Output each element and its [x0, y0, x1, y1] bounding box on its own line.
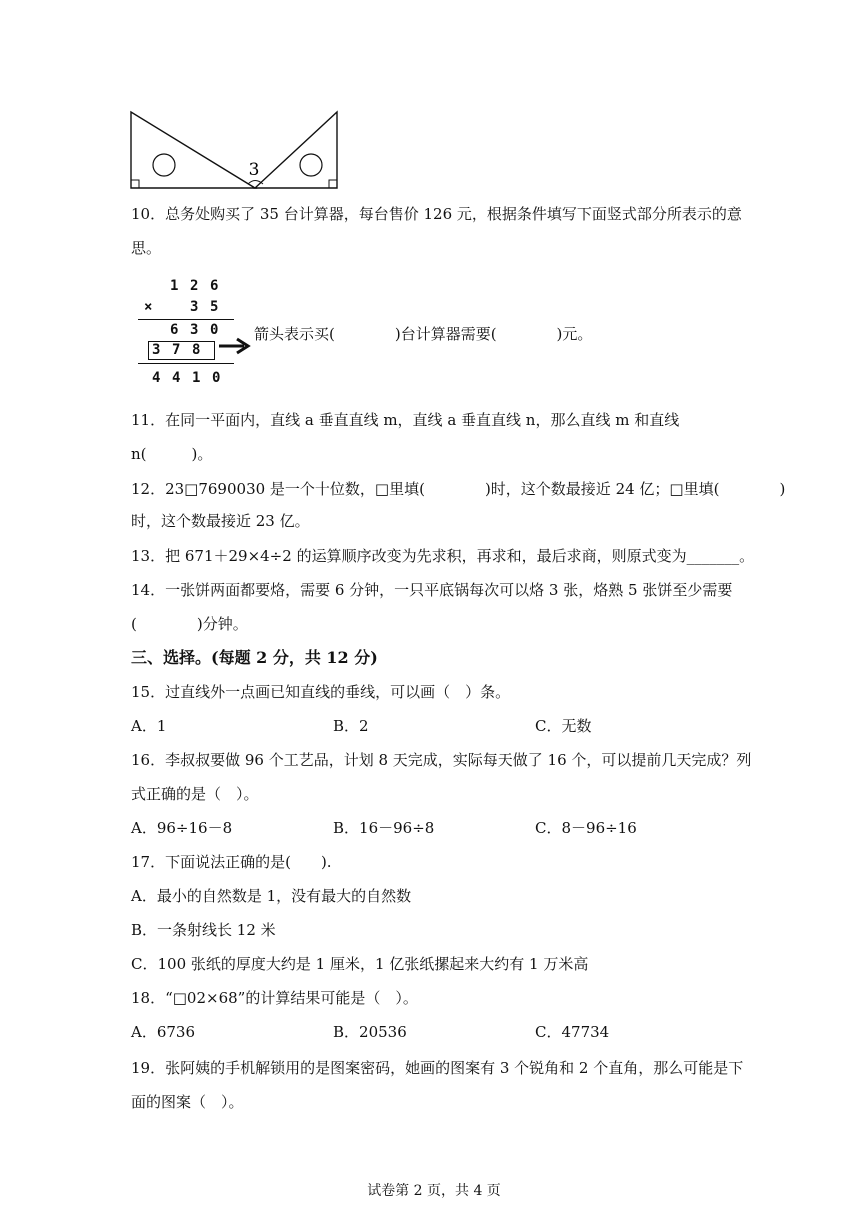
q18-option-a: A．6736: [131, 1023, 196, 1041]
calc-digit: 2: [190, 278, 199, 294]
q17-stem: 17．下面说法正确的是( ).: [131, 853, 332, 871]
q11-line1: 11．在同一平面内，直线 a 垂直直线 m，直线 a 垂直直线 n，那么直线 m 和直线: [131, 411, 680, 429]
q14-line1: 14．一张饼两面都要烙，需要 6 分钟，一只平底锅每次可以烙 3 张，烙熟 5 张饼至少需要: [131, 581, 733, 599]
q18-stem: 18．“□02×68”的计算结果可能是（ ）。: [131, 989, 418, 1007]
q13-line1: 13．把 671＋29×4÷2 的运算顺序改变为先求积，再求和，最后求商，则原式变为_______。: [131, 547, 755, 565]
q16-option-a: A．96÷16－8: [131, 819, 233, 837]
calc-digit: 0: [210, 322, 219, 338]
calc-digit: 3: [190, 299, 199, 315]
q16-option-c: C．8－96÷16: [535, 819, 637, 837]
q15-option-c: C．无数: [535, 717, 592, 735]
section-title: 三、选择。(每题 2 分，共 12 分): [131, 648, 378, 667]
multiply-sign: ×: [144, 299, 153, 315]
q17-option-b: B．一条射线长 12 米: [131, 921, 276, 939]
q15-option-a: A．1: [131, 717, 167, 735]
arrow-icon: [218, 337, 252, 355]
q17-option-c: C．100 张纸的厚度大约是 1 厘米，1 亿张纸摞起来大约有 1 万米高: [131, 955, 589, 973]
q16-line1: 16．李叔叔要做 96 个工艺品，计划 8 天完成，实际每天做了 16 个，可以提前几天完成？列: [131, 751, 752, 769]
calc-digit: 0: [212, 370, 221, 386]
calc-digit: 4: [172, 370, 181, 386]
set-squares-figure: [125, 108, 345, 193]
q16-line2: 式正确的是（ ）。: [131, 785, 259, 803]
q12-line2: 时，这个数最接近 23 亿。: [131, 512, 310, 530]
q15-option-b: B．2: [333, 717, 369, 735]
q10-line1: 10．总务处购买了 35 台计算器，每台售价 126 元，根据条件填写下面竖式部分所表示的意: [131, 205, 742, 223]
calc-digit: 3: [152, 342, 161, 358]
calc-digit: 8: [192, 342, 201, 358]
q18-option-c: C．47734: [535, 1023, 610, 1041]
q14-line2: ( )分钟。: [131, 615, 248, 633]
q12-line1: 12．23□7690030 是一个十位数，□里填( )时，这个数最接近 24 亿；□里填( ): [131, 480, 786, 498]
calc-digit: 6: [210, 278, 219, 294]
calc-digit: 1: [170, 278, 179, 294]
q19-line2: 面的图案（ ）。: [131, 1093, 244, 1111]
calc-rule-2: [138, 363, 234, 364]
angle-label: 3: [248, 160, 260, 180]
calc-digit: 1: [192, 370, 201, 386]
page-footer: 试卷第 2 页，共 4 页: [367, 1183, 501, 1199]
vertical-multiplication: [130, 278, 240, 388]
q11-line2: n( )。: [131, 445, 213, 463]
calc-rule-1: [138, 319, 234, 320]
calc-digit: 5: [210, 299, 219, 315]
q16-option-b: B．16－96÷8: [333, 819, 435, 837]
q10-line2: 思。: [131, 239, 162, 257]
calc-digit: 3: [190, 322, 199, 338]
q18-option-b: B．20536: [333, 1023, 407, 1041]
q17-option-a: A．最小的自然数是 1，没有最大的自然数: [131, 887, 412, 905]
q19-line1: 19．张阿姨的手机解锁用的是图案密码，她画的图案有 3 个锐角和 2 个直角，那么可能是下: [131, 1059, 744, 1077]
q15-stem: 15．过直线外一点画已知直线的垂线，可以画（ ）条。: [131, 683, 511, 701]
q10-arrow-text: 箭头表示买( )台计算器需要( )元。: [254, 325, 593, 343]
calc-digit: 4: [152, 370, 161, 386]
calc-digit: 6: [170, 322, 179, 338]
calc-digit: 7: [172, 342, 181, 358]
